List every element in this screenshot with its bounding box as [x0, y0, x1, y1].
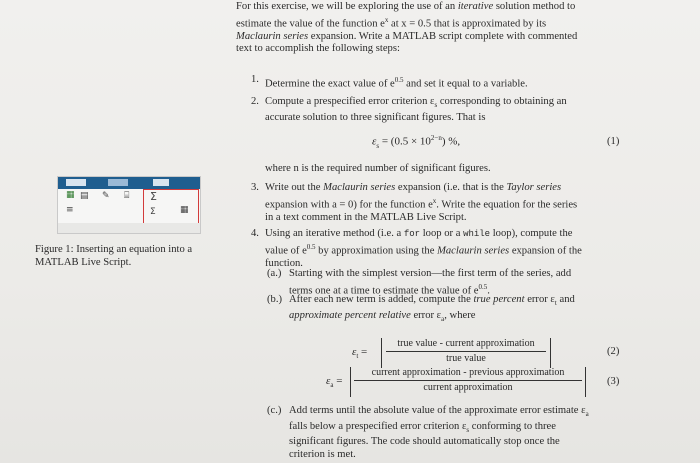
- intro-line-4: text to accomplish the following steps:: [236, 43, 400, 55]
- abs-bar-right: [550, 338, 551, 368]
- sub-item-c-text: Add terms until the absolute value of the approximate error estimate $\varepsilon_a$ falls below a prespecified error criterion $\varepsilon_s$ conforming to three significant figures. The code should automatically stop once the criterion is met.: [289, 405, 589, 460]
- item-3-number: 3.: [251, 182, 259, 193]
- image-icon: ▦: [66, 190, 75, 200]
- where-n-text: where n is the required number of significant figures.: [265, 163, 491, 174]
- sub-item-c-label: (c.): [267, 405, 282, 416]
- status-bar: [58, 223, 200, 233]
- ribbon-tab: [153, 179, 169, 186]
- equation-3-lhs: $\varepsilon_a$ =: [326, 375, 343, 390]
- item-1-text: Determine the exact value of $e^{0.5}$ and set it equal to a variable.: [265, 76, 528, 90]
- intro-line-3: Maclaurin series expansion. Write a MATLAB script complete with commented: [236, 30, 578, 42]
- intro-paragraph: [236, 1, 676, 56]
- equation-3-denominator: current approximation: [423, 382, 513, 393]
- sub-item-a-text: Starting with the simplest version—the first term of the series, add terms one at a time to estimate the value of $e^{0.5}$.: [289, 268, 572, 297]
- figure-1-thumbnail: [57, 176, 201, 234]
- sigma-icon: Σ: [150, 190, 157, 203]
- abs-bar-right: [585, 367, 586, 397]
- sub-item-b-text: After each new term is added, compute the true percent error $\varepsilon_t$ and approximate percent relative error $\varepsilon_a$, where: [289, 294, 575, 323]
- ribbon-tab: [108, 179, 128, 186]
- fraction-line: [354, 380, 582, 381]
- ribbon-tab: [66, 179, 86, 186]
- code-icon: ≡: [66, 205, 74, 215]
- fraction-line: [386, 351, 546, 352]
- link-icon: ✎: [102, 191, 110, 201]
- table-icon: ▤: [80, 191, 89, 201]
- sub-item-a-label: (a.): [267, 268, 282, 279]
- figure-caption: Figure 1: Inserting an equation into a MATLAB Live Script.: [35, 244, 193, 268]
- sub-item-b-label: (b.): [267, 294, 283, 305]
- equation-2-denominator: true value: [446, 353, 486, 364]
- abs-bar-left: [381, 338, 382, 368]
- sigma-icon-small: Σ: [150, 207, 156, 217]
- equation-3-numerator: current approximation - previous approximation: [371, 367, 565, 378]
- equation-3-number: (3): [607, 376, 620, 387]
- item-4-number: 4.: [251, 228, 259, 239]
- equation-2-numerator: true value - current approximation: [397, 338, 535, 349]
- item-2-number: 2.: [251, 96, 259, 107]
- equation-2-number: (2): [607, 346, 620, 357]
- item-4-text: Using an iterative method (i.e. a for loop or a while loop), compute the value of $e^{0.5}$ by approximation using the Maclaurin series expansion of the function.: [265, 228, 582, 269]
- equation-icon: ⌸: [124, 191, 130, 201]
- equation-2-lhs: $\varepsilon_t$ =: [352, 346, 368, 361]
- equation-1-number: (1): [607, 136, 620, 147]
- grid-icon: ▦: [180, 205, 189, 215]
- item-1-number: 1.: [251, 74, 259, 85]
- equation-1: $\varepsilon_s = (0.5 \times 10^{2-n})$ %,: [372, 134, 461, 150]
- item-3-text: Write out the Maclaurin series expansion (i.e. that is the Taylor series expansion with a = 0) for the function $e^x$. Write the equation for the series in a text comment in the MATLAB Live Script.: [265, 182, 578, 223]
- abs-bar-left: [350, 367, 351, 397]
- item-2-text: Compute a prespecified error criterion $\varepsilon_s$ corresponding to obtaining an accurate solution to three significant figures. That is: [265, 96, 567, 123]
- intro-line-1: For this exercise, we will be exploring the use of an iterative solution method to: [236, 1, 576, 12]
- intro-line-2: estimate the value of the function $e^x$ at x = 0.5 that is approximated by its: [236, 15, 547, 30]
